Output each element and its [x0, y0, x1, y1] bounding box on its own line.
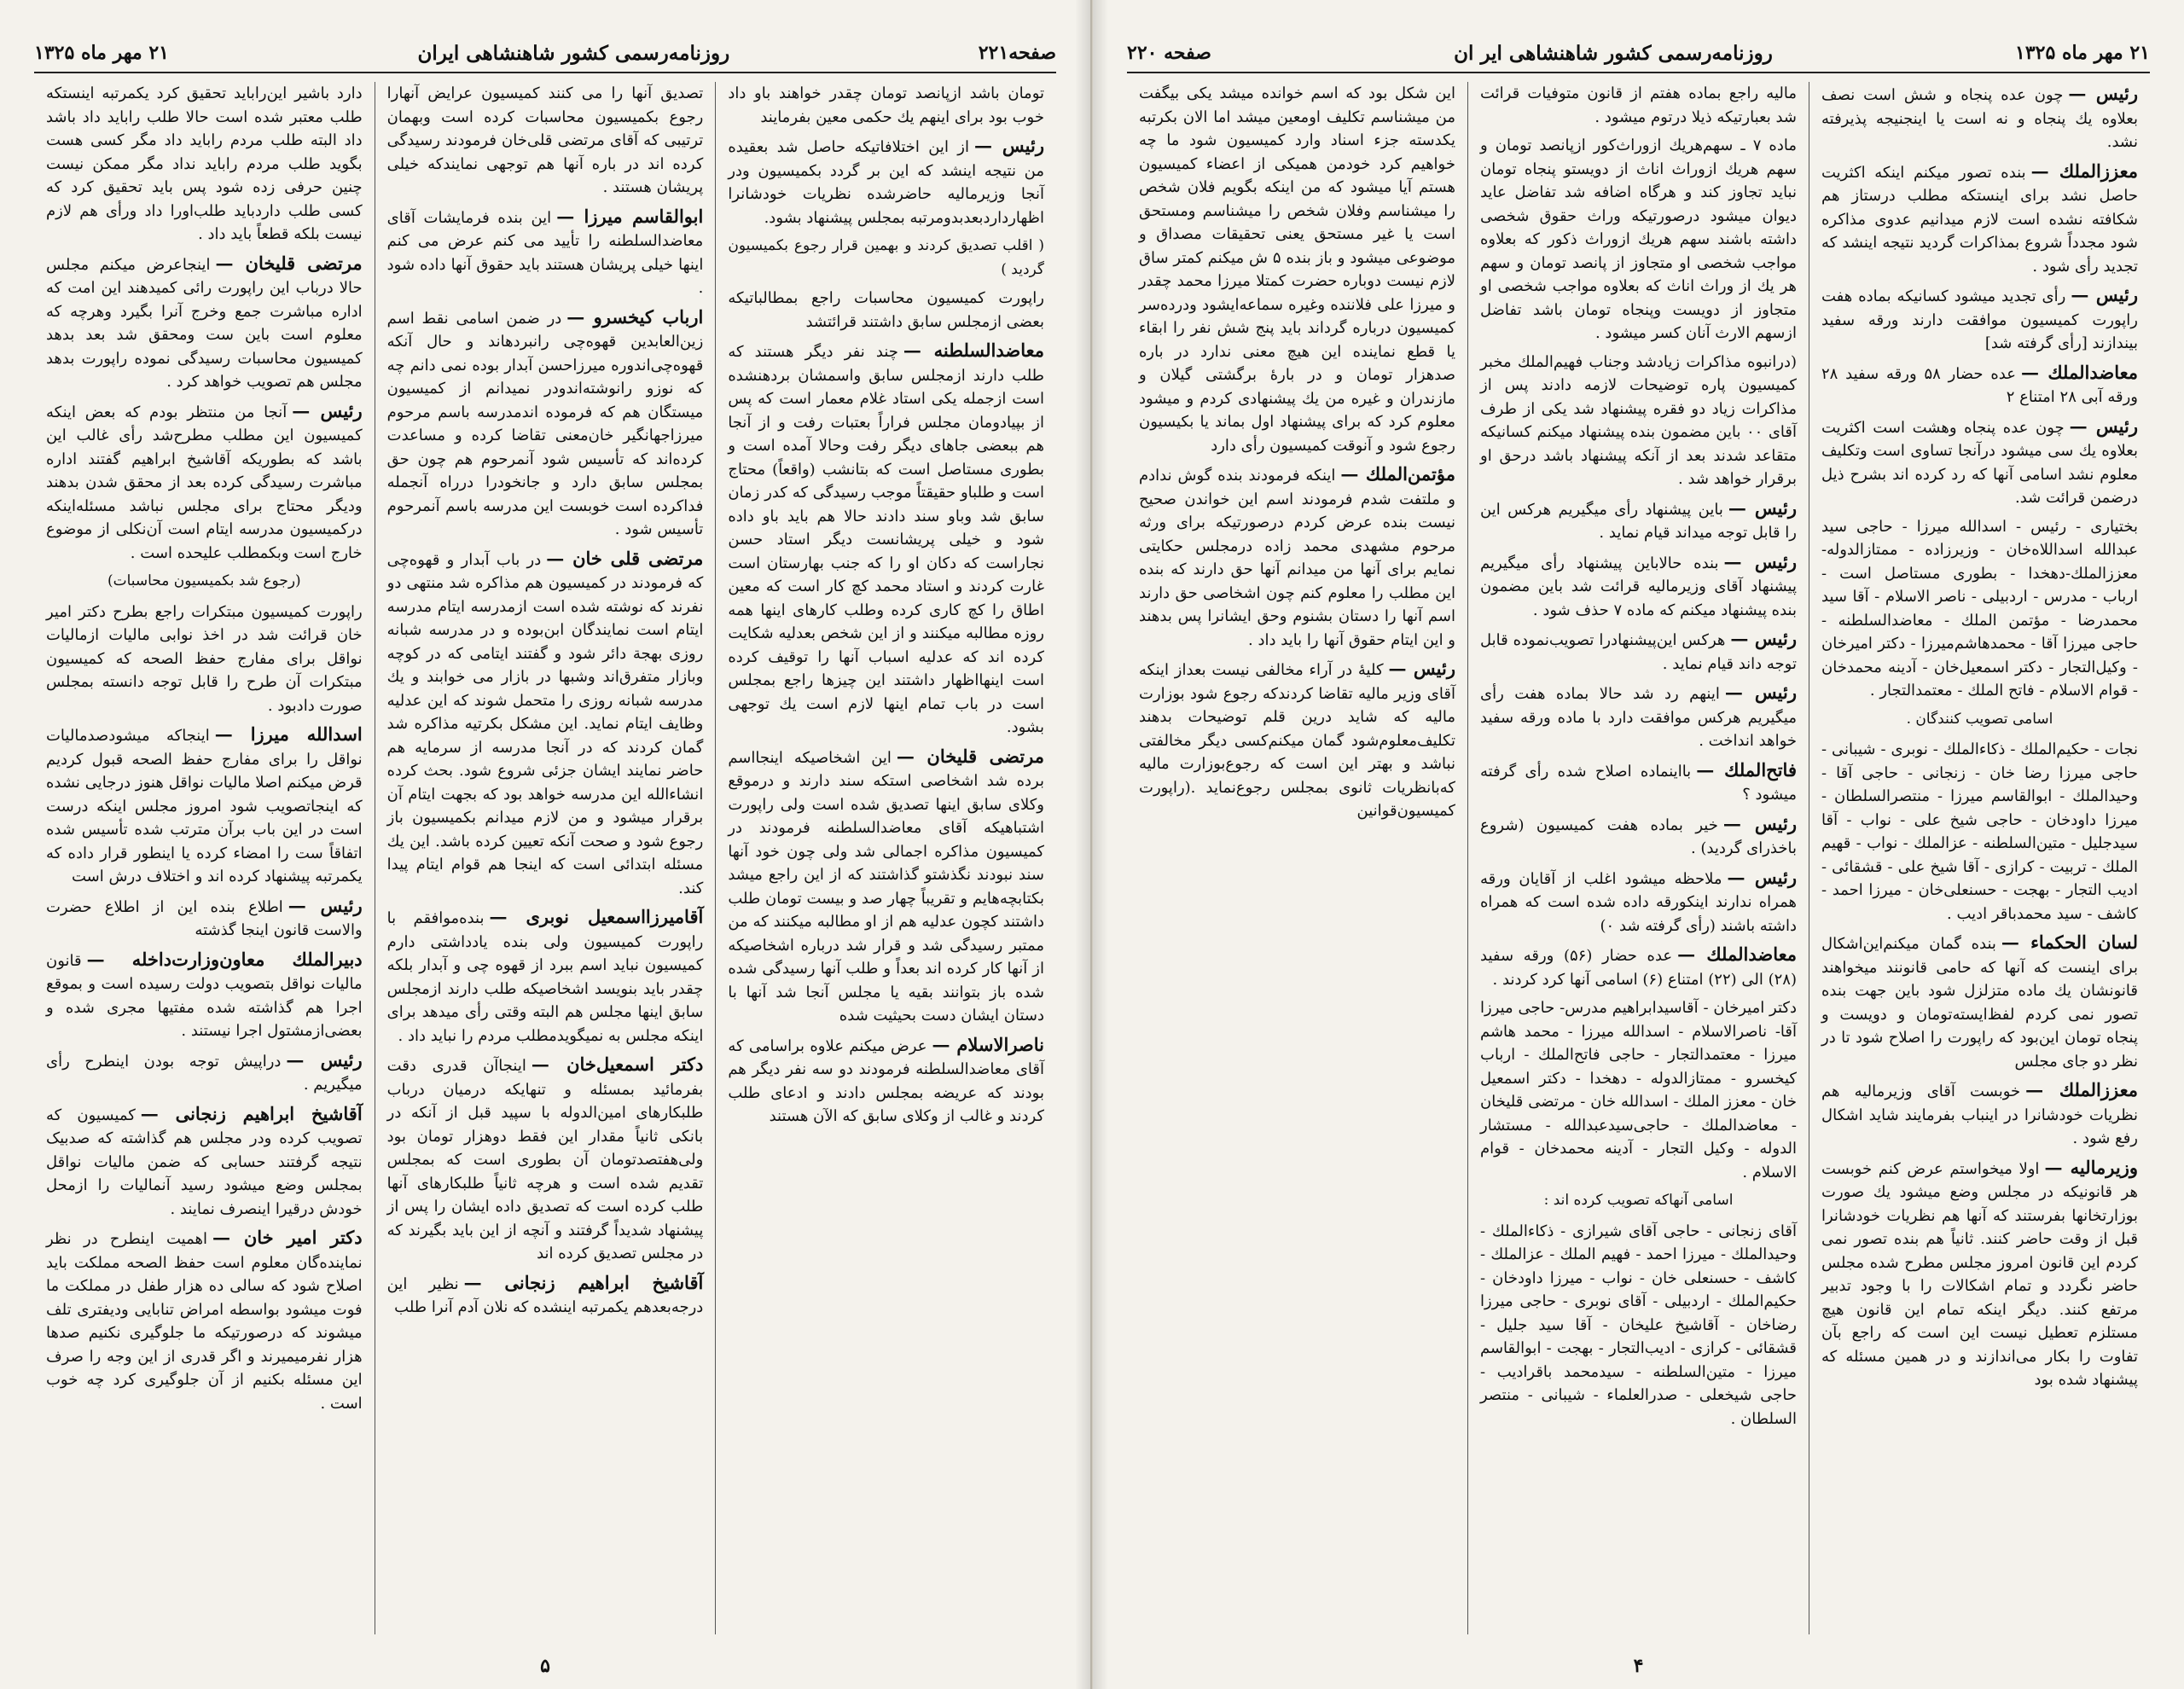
paragraph-text: بنده‌موافقم با راپورت کمیسیون ولی بنده یادداشتی دارم کمیسیون نباید اسم ببرد از قهوه چی و آبدار بلکه چقدر باید بنویسد اشخاصیکه طلب دارند ازمجلس سابق اینها مجلس هم البته وقتی رأی میدهد برای اینکه مجلس به نمیگویدمطلب مردم را نباید داد .: [386, 909, 704, 1045]
speech-paragraph: [387, 905, 704, 1048]
paragraph-text: بنده گمان میکنم‌این‌اشکال برای اینست که آنها که حامی قانونند میخواهند قانونشان یك ماده متزلزل شود باین جهت بنده تصور نمی کردم لفظ‌ایسته‌تومان و دویست و پنجاه تومان این‌بود که راپورت را اصلاح شود تا در نظر دو جای مجلس: [1821, 935, 2138, 1071]
speaker-name: رئیس —: [974, 135, 1044, 156]
speech-paragraph: [1821, 160, 2138, 279]
speaker-name: ارباب کیخسرو —: [566, 306, 703, 328]
paragraph-text: ملاحظه میشود اغلب از آقایان ورقه همراه ندارند اینکورقه داده شده است که همراه داشته باشند (رأی گرفته شد ۰): [1480, 869, 1797, 935]
text-paragraph: [728, 287, 1044, 334]
paragraph-text: این اشخاصیکه اینجااسم برده شد اشخاصی استکه سند دارند و درموقع وکلای سابق اینها تصدیق شده است ولی راپورت اشتباهیکه آقای معاضدالسلطنه فرمودند در کمیسیون مذاکره اجمالی شد ولی چون خود آنها سند نبودند نگذشتو گذاشتند که از این راجع میشد بکتابچه‌هایم و تقریباً چهار صد و بیست تومان طلب داشتند کچون عدلیه هم از او مطالبه میکنند که من ممتبر رسیدگی شد و قرار شد درباره اشخاصیکه از آنها کار کرده اند بعداً و طلب آنها رسیدگی شده شده باز بتوانند بقیه یا مجلس آنجا شد آنها با دستان ایشان دست بحیثیت شده: [728, 748, 1044, 1024]
speech-paragraph: [1480, 943, 1797, 991]
speech-paragraph: [1139, 657, 1455, 823]
speaker-name: رئیس —: [2070, 415, 2138, 437]
paragraph-text: راپورت کمیسیون مبتکرات راجع بطرح دکتر امیر خان قرائت شد در اخذ نوابی مالیات ازمالیات نواقل برای مفارج حفظ الصحه که کمیسیون مبتکرات آن طرح را قابل توجه دانسته بمجلس صورت دادبود .: [45, 602, 363, 715]
speaker-name: معاضدالسلطنه —: [903, 340, 1044, 361]
paragraph-text: دارد باشیر این‌راباید تحقیق کرد یکمرتبه اینستکه طلب معتبر شده است حالا طلب راباید داد باشد داد البته طلب مردم راباید داد مگر کسی هست بگوید طلب مردم راباید نداد مگر ممکن نیست چنین حرفی زده شود پس باید تحقیق کرد که کسی طلب داردباید طلب‌اورا داد ورأی هم لازم نیست بلکه قطعاً باید داد .: [45, 84, 363, 243]
gutter-shadow: [1093, 0, 1108, 1689]
speaker-name: دکتر اسمعیل‌خان —: [531, 1053, 703, 1075]
paragraph-text: تومان باشد ازپانصد تومان چقدر خواهند باو داد خوب بود برای اینهم یك حکمی معین بفرمایند: [728, 84, 1044, 126]
text-paragraph: [1480, 351, 1797, 491]
speaker-name: آقامیرزااسمعیل نوبری —: [489, 906, 703, 927]
speaker-name: معاضدالملك —: [1677, 943, 1797, 965]
speaker-name: رئیس —: [1389, 658, 1455, 679]
paragraph-text: هرکس این‌پیشنهادرا تصویب‌نموده قابل توجه داند قیام نماید .: [1480, 631, 1797, 673]
paragraph-text: بختیاری - رئیس - اسدالله میرزا - حاجی سید عبدالله اسداللاه‌خان - وزیرزاده - ممتازالدوله- معززالملك-دهخدا - بطوری مستاصل است - ارباب - مدرس - اردبیلی - ناصر الاسلام - آقا سید محمدرضا - مؤتمن الملك - معاضدالسلطنه - حاجی میرزا آقا - محمدهاشم‌میرزا - دکتر امیرخان - وکیل‌التجار - دکتر اسمعیل‌خان - آدینه محمدخان - قوام الاسلام - فاتح الملك - معتمدالتجار .: [1821, 517, 2138, 699]
speaker-name: رئیس —: [1725, 682, 1797, 703]
paragraph-text: دراپیش توجه بودن اینطرح رأی میگیریم .: [45, 1052, 363, 1094]
speech-paragraph: [1821, 1156, 2138, 1392]
speaker-name: دکتر امیر خان —: [212, 1227, 363, 1248]
paragraph-text: در ضمن اسامی نقط اسم زین‌العابدین قهوه‌چی رانبردهاند و حال آنکه قهوه‌چی‌اندوره میرزاحسن آبدار بوده نمی دانم چه که نوزو رانوشته‌اندودر نمیدانم از کمیسیون میستگان هم که فرموده اندمدرسه باسم مرحوم میرزاجهانگیر خان‌معنی تقاضا کرده و مساعدت کرده‌اند که تأسیس شود آنمرحوم هم چون حق بمجلس سابق دارد و جانخودرا درراه آنجمله فداکرده است خوبست این مدرسه باسم آنمرحوم تأسیس شود .: [386, 309, 704, 538]
paragraph-text: راپورت کمیسیون محاسبات راجع بمطالباتیکه بعضی ازمجلس سابق داشتند قرائتشد: [728, 289, 1044, 331]
paragraph-text: بااینماده اصلاح شده رأی گرفته میشود ؟: [1480, 762, 1797, 804]
speech-paragraph: [1821, 931, 2138, 1073]
speech-paragraph: [387, 1053, 704, 1266]
column-2: [375, 82, 716, 1634]
text-paragraph: [387, 82, 704, 200]
paragraph-text: رأی تجدید میشود کسانیکه بماده هفت راپورت کمیسیون موافقت دارند ورقه سفید بیندازند [رأی گرفته شد]: [1821, 287, 2138, 352]
speech-paragraph: [46, 894, 363, 943]
paragraph-text: اینجاکه میشودصدمالیات نواقل را برای مفارج حفظ الصحه قبول کردیم قرض میکنم اصلا مالیات نواقل هنوز درجایی نشده که اینجاتصویب شود امروز مجلس اینکه درست است در این باب برآن مترتب شده تأسیس شده اتفاقاً ست را امضاء کرده یا اینطور قرار داده که یکمرتبه پیشنهاد کرده اند و اختلاف درش است: [45, 727, 363, 885]
speaker-name: رئیس —: [286, 1049, 362, 1071]
speaker-name: معاضدالملك —: [2021, 362, 2138, 383]
paragraph-text: اهمیت اینطرح در نظر نماینده‌گان معلوم است حفظ الصحه مملکت باید اصلاح شود که سالی ده هزار طفل در مملکت ما فوت میشود بواسطه امراض تنابایی ودیفتری تلف میشوند که درصورتیکه ما جلوگیری نکنیم صدها هزار نفرمیمیرند و اگر قدری از این وجه را صرف این مسئله بکنیم از آن جلوگیری کرد چه خوب است .: [45, 1230, 363, 1413]
speech-paragraph: [1821, 415, 2138, 510]
speaker-name: آقاشیخ ابراهیم زنجانی —: [141, 1103, 363, 1124]
speech-paragraph: [728, 1033, 1044, 1129]
column-3: [34, 82, 375, 1634]
speaker-name: رئیس —: [1724, 551, 1798, 572]
text-paragraph: [1480, 82, 1797, 129]
speaker-name: معززالملك —: [2025, 1079, 2138, 1100]
paragraph-text: عرض میکنم علاوه براسامی که آقای معاضدالسلطنه فرمودند دو سه نفر دیگر هم بودند که عریضه بمجلس دادند و ادعای طلب کردند و غالب از وکلای سابق که الآن هستند: [728, 1036, 1044, 1125]
gutter-shadow: [1075, 0, 1090, 1689]
speaker-name: رئیس —: [1728, 497, 1797, 519]
speech-paragraph: [1480, 758, 1797, 807]
text-paragraph: [728, 82, 1044, 129]
newspaper-title: روزنامه‌رسمی کشور شاهنشاهی ایران: [417, 41, 730, 65]
speech-paragraph: [1480, 496, 1797, 545]
paragraph-text: چون عده پنجاه و شش است نصف بعلاوه یك پنجاه و نه است یا اینجنیجه پذیرفته نشد.: [1821, 86, 2138, 151]
section-note: اسامی تصویب کنندگان .: [1906, 710, 2053, 728]
speaker-name: رئیس —: [2071, 284, 2138, 305]
page-number: صفحه۲۲۱: [978, 42, 1056, 64]
speech-paragraph: [1480, 627, 1797, 676]
page-number: صفحه ۲۲۰: [1127, 42, 1211, 64]
column-1: [1809, 82, 2150, 1634]
text-paragraph: [46, 601, 363, 718]
paragraph-text: اینجاعرض میکنم مجلس حالا درباب این راپورت رائی کمیدهند این امت که اداره مباشرت جمع وخرج آنرا بگیرد وهرچه که معلوم است باین ست ومحقق شد بعد بدهد کمیسیون محاسبات رسیدگی نموده راپورت بدهد مجلس هم تصویب خواهد کرد .: [45, 255, 363, 391]
section-note: (رجوع شد بکمیسیون محاسبات): [107, 572, 301, 589]
text-paragraph: [1480, 996, 1797, 1184]
speaker-name: رئیس —: [2068, 83, 2138, 104]
paragraph-text: اطلاع بنده این از اطلاع حضرت والاست قانون اینجا گذشته: [45, 897, 363, 939]
speech-paragraph: [1480, 866, 1797, 938]
speech-paragraph: [1480, 812, 1797, 861]
speaker-name: ناصرالاسلام —: [932, 1034, 1044, 1055]
speaker-name: رئیس —: [288, 895, 363, 916]
newspaper-title: روزنامه‌رسمی کشور شاهنشاهی ایر ان: [1454, 41, 1773, 65]
section-note: اسامی آنهاکه تصویب کرده اند :: [1543, 1192, 1734, 1209]
paragraph-text: نجات - حکیم‌الملك - ذکاءالملك - نوبری - شیبانی - حاجی میرزا رضا خان - زنجانی - حاجی آقا - وحیدالملك - ابوالقاسم میرزا - منتصرالسلطان - میرزا داودخان - حاجی شیخ علی - نواب - آقا سیدجلیل - متین‌السلطنه - عزالملك - نواب - قهیم الملك - تربیت - کرازی - آقا شیخ علی - قشقائی - ادیب التجار - بهجت - حسنعلی‌خان - میرزا احمد - کاشف - سید محمدباقر ادیب .: [1821, 740, 2138, 923]
paragraph-text: آنجا من منتظر بودم که بعض اینکه کمیسیون این مطلب مطرح‌شد رأی غالب این باشد که بطوریکه آقاشیخ ابراهیم گفتند اداره مباشرت رسیدگی کرده بعد از محقق شدن بدهند ودیگر محتاج برای مجلس نباشد مسئله‌اینکه درکمیسیون مدرسه ایتام است آن‌نکلی از موضوع خارج است وبکمطلب علیحده است .: [45, 403, 363, 562]
paragraph-text: کلیهٔ در آراء مخالفی نیست بعداز اینکه آقای وزیر مالیه تقاضا کردندکه رجوع شود بوزارت مالیه که شاید درین قلم توضیحات بدهند تکلیف‌معلوم‌شود گمان میکنم‌کسی دیگر مخالفتی نباشد و بهتر این است که رجوع‌بوزارت مالیه که‌بانظریات ثانوی بمجلس رجوع‌نماید .(راپورت کمیسیون‌قوانین: [1139, 661, 1455, 820]
issue-date: ۲۱ مهر ماه ۱۳۲۵: [2015, 42, 2150, 64]
speech-paragraph: [728, 339, 1044, 740]
paragraph-text: خوبست آقای وزیرمالیه هم نظریات خودشانرا در اینباب بفرمایند شاید اشکال رفع شود .: [1821, 1082, 2138, 1147]
speaker-name: معززالملك —: [2031, 160, 2138, 182]
paragraph-text: چون عده پنجاه وهشت است اکثریت بعلاوه یك سی میشود درآنجا تساوی است وتکلیف معلوم نشد اسامی آنها که رد کرده اند بشرح ذیل درضمن قرائت شد.: [1821, 418, 2138, 507]
text-paragraph: [1139, 82, 1455, 457]
speech-paragraph: [46, 399, 363, 566]
speech-paragraph: [46, 252, 363, 394]
page-header: [1127, 34, 2150, 73]
speech-paragraph: [728, 134, 1044, 229]
page-footer-number: ۴: [1633, 1655, 1644, 1677]
page-footer-number: ۵: [540, 1655, 550, 1677]
speaker-name: اسدالله میرزا —: [215, 723, 363, 745]
speech-paragraph: [1821, 361, 2138, 409]
speaker-name: رئیس —: [1730, 628, 1797, 649]
speech-paragraph: [728, 745, 1044, 1028]
paragraph-text: نظیر این درجه‌بعدهم یکمرتبه اینشده که نلان آدم آنرا طلب: [386, 1274, 704, 1316]
paragraph-text: از این اختلافاتیکه حاصل شد بعقیده من نتیجه اینشد که این بر گردد بکمیسیون ودر آنجا وزیرمالیه حاضرشده نظریات خودشانرا اظهارداردبعدبدومرتبه بمجلس پیشنهاد بشود.: [728, 138, 1044, 227]
speaker-name: مرتضی قلیخان —: [897, 746, 1044, 767]
paragraph-text: اینکه فرمودند بنده گوش ندادم و ملتفت شدم فرمودند اسم این خواندن صحیح نیست بنده عرض کردم درصورتیکه برای ورثه مرحوم مشهدی محمد زاده درمجلس حکایتی نمایم برای آنها من میدانم آنها حق دارند که بنده این مطلب را معلوم کنم چون اشخاصی حق دارند اسم آنها را دستان بشنوم وحق ایشانرا پس بدهند و این ایتام حقوق آنها را باید داد .: [1139, 467, 1455, 649]
paragraph-text: کمیسیون که تصویب کرده ودر مجلس هم گذاشته که صدبیک نتیجه گرفتند حسابی که ضمن مالیات نواقل بمجلس وضع میشود رسید آنمالیات را ازمحل خودش درقیرا اینصرف نمایند .: [45, 1106, 363, 1218]
speaker-name: ابوالقاسم میرزا —: [556, 206, 703, 227]
paragraph-text: خیر بماده هفت کمیسیون (شروع باخذرای گردید) .: [1480, 815, 1797, 857]
paragraph-text: عده حضار ۵۸ ورقه سفید ۲۸ ورقه آبی ۲۸ امتناع ۲: [1821, 364, 2138, 406]
paragraph-text: چند نفر دیگر هستند که طلب دارند ازمجلس سابق واسمشان بردهنشده است ازجمله یکی استاد غلام معمار است که پس از بپیادومان مجلس فراراً بعتبات رفت و از آنجا هم ببعضی جاهای دیگر رفت وحالا آمده است و بطوری مستاصل است که بتانشب (واقعاً) محتاج است و طلباو حقیقتاً موجب رسیدگی که کدر زمان سابق شد وباو سند دادند حالا هم باید باو داده شود و خیلی پریشانست دیگر استاد حسن نجاراست که دکان او را که جنب بهارستان است غارت کردند و استاد محمد کچ کار است که معین اطاق را کچ کاری کرده وطلب کارهای اینها همه روزه مطالبه میکنند و از این شخص بعدلیه شکایت کرده اند که عدلیه اسباب آنها را توقیف کرده است اینهااظهار داشتند این چیزها راجع بمجلس است در باب تمام اینها لازم است یك توجهی بشود.: [728, 343, 1044, 736]
paragraph-text: اینهم رد شد حالا بماده هفت رأی میگیریم هرکس موافقت دارد با ماده ورقه سفید خواهد انداخت .: [1480, 685, 1797, 750]
paragraph-text: تصدیق آنها را می کنند کمیسیون عرایض آنهارا رجوع بکمیسیون محاسبات کرده است وبهمان ترتیبی که آقای مرتضی قلی‌خان فرمودند رسیدگی کرده اند در باره آنها هم توجهی نمایندکه خیلی پریشان هستند .: [386, 84, 704, 196]
issue-date: ۲۱ مهر ماه ۱۳۲۵: [34, 42, 169, 64]
paragraph-text: باین پیشنهاد رأی میگیریم هرکس این را قابل توجه میداند قیام نماید .: [1480, 500, 1797, 542]
speech-paragraph: [1821, 283, 2138, 356]
paragraph-text: دکتر امیرخان - آقاسیدابراهیم مدرس- حاجی میرزا آقا- ناصرالاسلام - اسدالله میرزا - محمد هاشم میرزا - معتمدالتجار - حاجی فاتح‌الملك - ارباب کیخسرو - ممتازالدوله - دهخدا - دکتر اسمعیل خان - معزز الملك - اسدالله خان - مرتضی قلیخان - معاضدالملك - حاجی‌سیدعبدالله - مستشار الدوله - وکیل التجار - آدینه محمدخان - قوام الاسلام .: [1480, 999, 1797, 1181]
procedural-note: ( اقلب تصدیق کردند و بهمین قرار رجوع بکمیسیون گردید ): [728, 237, 1044, 278]
paragraph-text: این بنده فرمایشات آقای معاضدالسلطنه را تأیید می کنم عرض می کنم اینها خیلی پریشان هستند باید حقوق آنها داده شود .: [386, 208, 704, 297]
paragraph-text: در باب آبدار و قهوه‌چی که فرمودند در کمیسیون هم مذاکره شد منتهی دو نفرند که نوشته شده است ازمدرسه ایتام مدرسه ایتام است نمایندگان ابن‌بوده و در مدرسه شبانه روزی بهجة دائر شود و گفتند ایتامی که در کوچه وبازار متفرق‌اند وشبها در بازار می خوابند و یك مدرسه شبانه روزی را متحمل شوند که این عدلیه وظایف ایتام نماید. این مشکل بکرتیه مذاکره شد گمان کردند که در آنجا مدرسه از سرمایه هم حاضر نمایند ایشان جزئی شروع شود. بحث کرده انشاءالله این مدرسه خواهد بود که بجهت ایتام آن برقرار میشود و من لازم میدانم بکمیسیون باز رجوع شود و صحت آنکه تعیین کرده باشد. این یك مسئله ابتدائی است که اینجا هم قوام ایتام پیدا کند.: [386, 550, 704, 897]
speaker-name: وزیرمالیه —: [2044, 1157, 2138, 1178]
speaker-name: لسان الحکماء —: [2001, 932, 2138, 953]
speech-paragraph: [46, 1048, 363, 1097]
text-paragraph: [1821, 738, 2138, 926]
speaker-name: دبیرالملك معاون‌وزارت‌داخله —: [87, 949, 363, 970]
text-paragraph: [1821, 515, 2138, 703]
paragraph-text: بنده حالاباین پیشنهاد رأی میگیریم پیشنهاد آقای وزیرمالیه قرائت شد باین مضمون بنده پیشنهاد میکنم که ماده ۷ حذف شود .: [1480, 554, 1797, 619]
page-220: [1092, 0, 2184, 1689]
paragraph-text: مالیه راجع بماده هفتم از قانون متوفیات قرائت شد بعبارتیکه ذیلا درتوم میشود .: [1480, 84, 1797, 126]
paragraph-text: بنده تصور میکنم اینکه اکثریت حاصل نشد برای اینستکه مطلب درستاز هم شکافته نشده است لازم میدانیم عدوی مذاکره شود مجدداً شروع بمذاکرات گردید نتیجه اینشد که تجدید رأی شود .: [1821, 163, 2138, 276]
speaker-name: مؤتمن‌الملك —: [1340, 463, 1455, 485]
column-1: [715, 82, 1056, 1634]
speech-paragraph: [46, 1102, 363, 1222]
speech-paragraph: [387, 305, 704, 542]
paragraph-text: اولا میخواستم عرض کنم خوبست هر قانونیکه در مجلس وضع میشود یك صورت بوزارتخانها بفرستند که آنها هم نظریات خودشانرا قبل از وقت حاضر کنند. ثانیاً هم بنده تصور نمی کردم این قانون امروز مجلس مطرح شده مجلس حاضر نگردد و تمام اشکالات را با وجود تدبیر مرتفع کنند. دیگر اینکه تمام این قانون هیچ مستلزم تعطیل نیست این است که راجع بآن تفاوت را بکار می‌اندازند و در همین مسئله که پیشنهاد شده بود: [1821, 1159, 2138, 1389]
speaker-name: مرتضی قلیخان —: [215, 252, 362, 274]
text-columns: [34, 82, 1056, 1634]
speaker-name: فاتح‌الملك —: [1696, 759, 1797, 781]
paragraph-text: (درانبوه مذاکرات زیادشد وجناب فهیم‌الملك مخبر کمیسیون پاره توضیحات لازمه دادند پس از مذاکرات زیاد دو فقره پیشنهاد شد یکی از طرف آقای ۰۰ باین مضمون بنده پیشنهاد میکنم کسانیکه متقاعد شدند بعد از آنکه پیشنهاد باشد درحق او برقرار خواهد شد .: [1480, 352, 1798, 488]
speech-paragraph: [46, 948, 363, 1043]
paragraph-text: این شکل بود که اسم خوانده میشد یکی بیگفت من میشناسم تکلیف اومعین میشد اما الان بکرتبه یکدسته جزء اسناد وارد کمیسیون شود ما چه خواهیم کرد خودمن همیکی از اعضاء کمیسیون هستم آیا میشود که من اینکه بگویم فلان شخص را میشناسم وفلان شخص را میشناسم ومستحق است یا غیر مستحق یعنی تحقیقات مصداق و موضوعی میشود و باز بنده ۵ ش میکنم کمتر ساق لازم نیست دوباره حضرت کمتلا میرزا محمد چقدر و میرزا علی فلاننده وغیره سماعه‌ایشود ودرده‌سر کمیسیون درباره گرداند باید پنج شش نفر را ابقاء یا قطع نماینده این هیچ معنی ندارد در باره صدهزار تومان و در بارهٔ برگشتی گیلان و مازندران و غیره من یك پیشنهادی کردم و میشود معلوم کرد که برای پیشنهاد اول بماند یا بکیسیون رجوع شود و آنوقت کمیسیون رأی دارد: [1139, 84, 1455, 455]
speech-paragraph: [1480, 550, 1797, 623]
paragraph-text: اینجاآن قدری دقت بفرمائید بمسئله و تنهایکه درمیان درباب طلبکارهای امین‌الدوله با سپید قبل از آنکه در بانکی ثانیاً مقدار این فقط دوهزار تومان بود ولی‌هفتصدتومان آن بطوری است که بمجلس تقدیم شده است و هرچه ثانیاً طلبکارهای آنها طلب کرده است که تصدیق داده ایشان را پس از پیشنهاد شدیداً گرفتند و آنچه از این باید بگیرند که در مجلس تصدیق کرده اند: [386, 1057, 704, 1262]
speaker-name: رئیس —: [1728, 867, 1798, 888]
speaker-name: رئیس —: [292, 400, 362, 421]
speech-paragraph: [387, 205, 704, 300]
paragraph-text: عده حضار (۵۶) ورقه سفید (۲۸) الی (۲۲) امتناع (۶) اسامی آنها کرد کردند .: [1480, 947, 1797, 989]
speaker-name: رئیس —: [1723, 813, 1797, 834]
text-paragraph: [1480, 1220, 1797, 1431]
speech-paragraph: [1821, 82, 2138, 154]
paragraph-text: آقای زنجانی - حاجی آقای شیرازی - ذکاءالملك - وحیدالملك - میرزا احمد - فهیم الملك - عزالملك - کاشف - حسنعلی خان - نواب - میرزا داودخان - حکیم‌الملك - اردبیلی - آقای نوبری - حاجی میرزا رضاخان - آقاشیخ علیخان - آقا سید جلیل - قشقائی - کرازی - ادیب‌التجار - بهجت - ابوالقاسم میرزا - متین‌السلطنه - سیدمحمد باقرادیب - حاجی شیخعلی - صدرالعلماء - شیبانی - منتصر السلطان .: [1480, 1222, 1797, 1428]
text-paragraph: [1480, 134, 1797, 345]
text-paragraph: [46, 82, 363, 247]
speech-paragraph: [46, 1226, 363, 1415]
paragraph-text: ماده ۷ ـ سهم‌هریك ازوراث‌کور ازپانصد تومان و سهم هریك ازوراث اناث از دویستو پنجاه تومان نباید تجاوز کند و هرگاه اضافه شد تفاضل عاید دیوان میشود درصورتیکه وراث حقوق شخصی داشته باشند سهم هریك ازوراث ذکور که بعلاوه مواجب شخصی او متجاوز از پانصد تومان و سهم هر یك از وراث اناث که بعلاوه مواجب شخصی او متجاوز از دویست وپنجاه تومان باشد تفاضل ازسهم الارث آنان کسر میشود .: [1480, 136, 1797, 342]
page-header: [34, 34, 1056, 73]
column-2: [1467, 82, 1809, 1634]
text-columns: [1127, 82, 2150, 1634]
column-3: [1127, 82, 1467, 1634]
speech-paragraph: [46, 723, 363, 889]
paragraph-text: قانون مالیات نواقل بتصویب دولت رسیده است و بموقع اجرا هم گذاشته شده مفتیها مجری شده و بعضی‌ازمشتول اجرا نیستند .: [45, 951, 363, 1040]
speech-paragraph: [1480, 681, 1797, 753]
speech-paragraph: [1821, 1078, 2138, 1151]
speaker-name: مرتضی قلی خان —: [546, 548, 703, 569]
speech-paragraph: [387, 547, 704, 901]
speaker-name: آقاشیخ ابراهیم زنجانی —: [464, 1272, 704, 1293]
speech-paragraph: [1139, 462, 1455, 652]
speech-paragraph: [387, 1271, 704, 1320]
